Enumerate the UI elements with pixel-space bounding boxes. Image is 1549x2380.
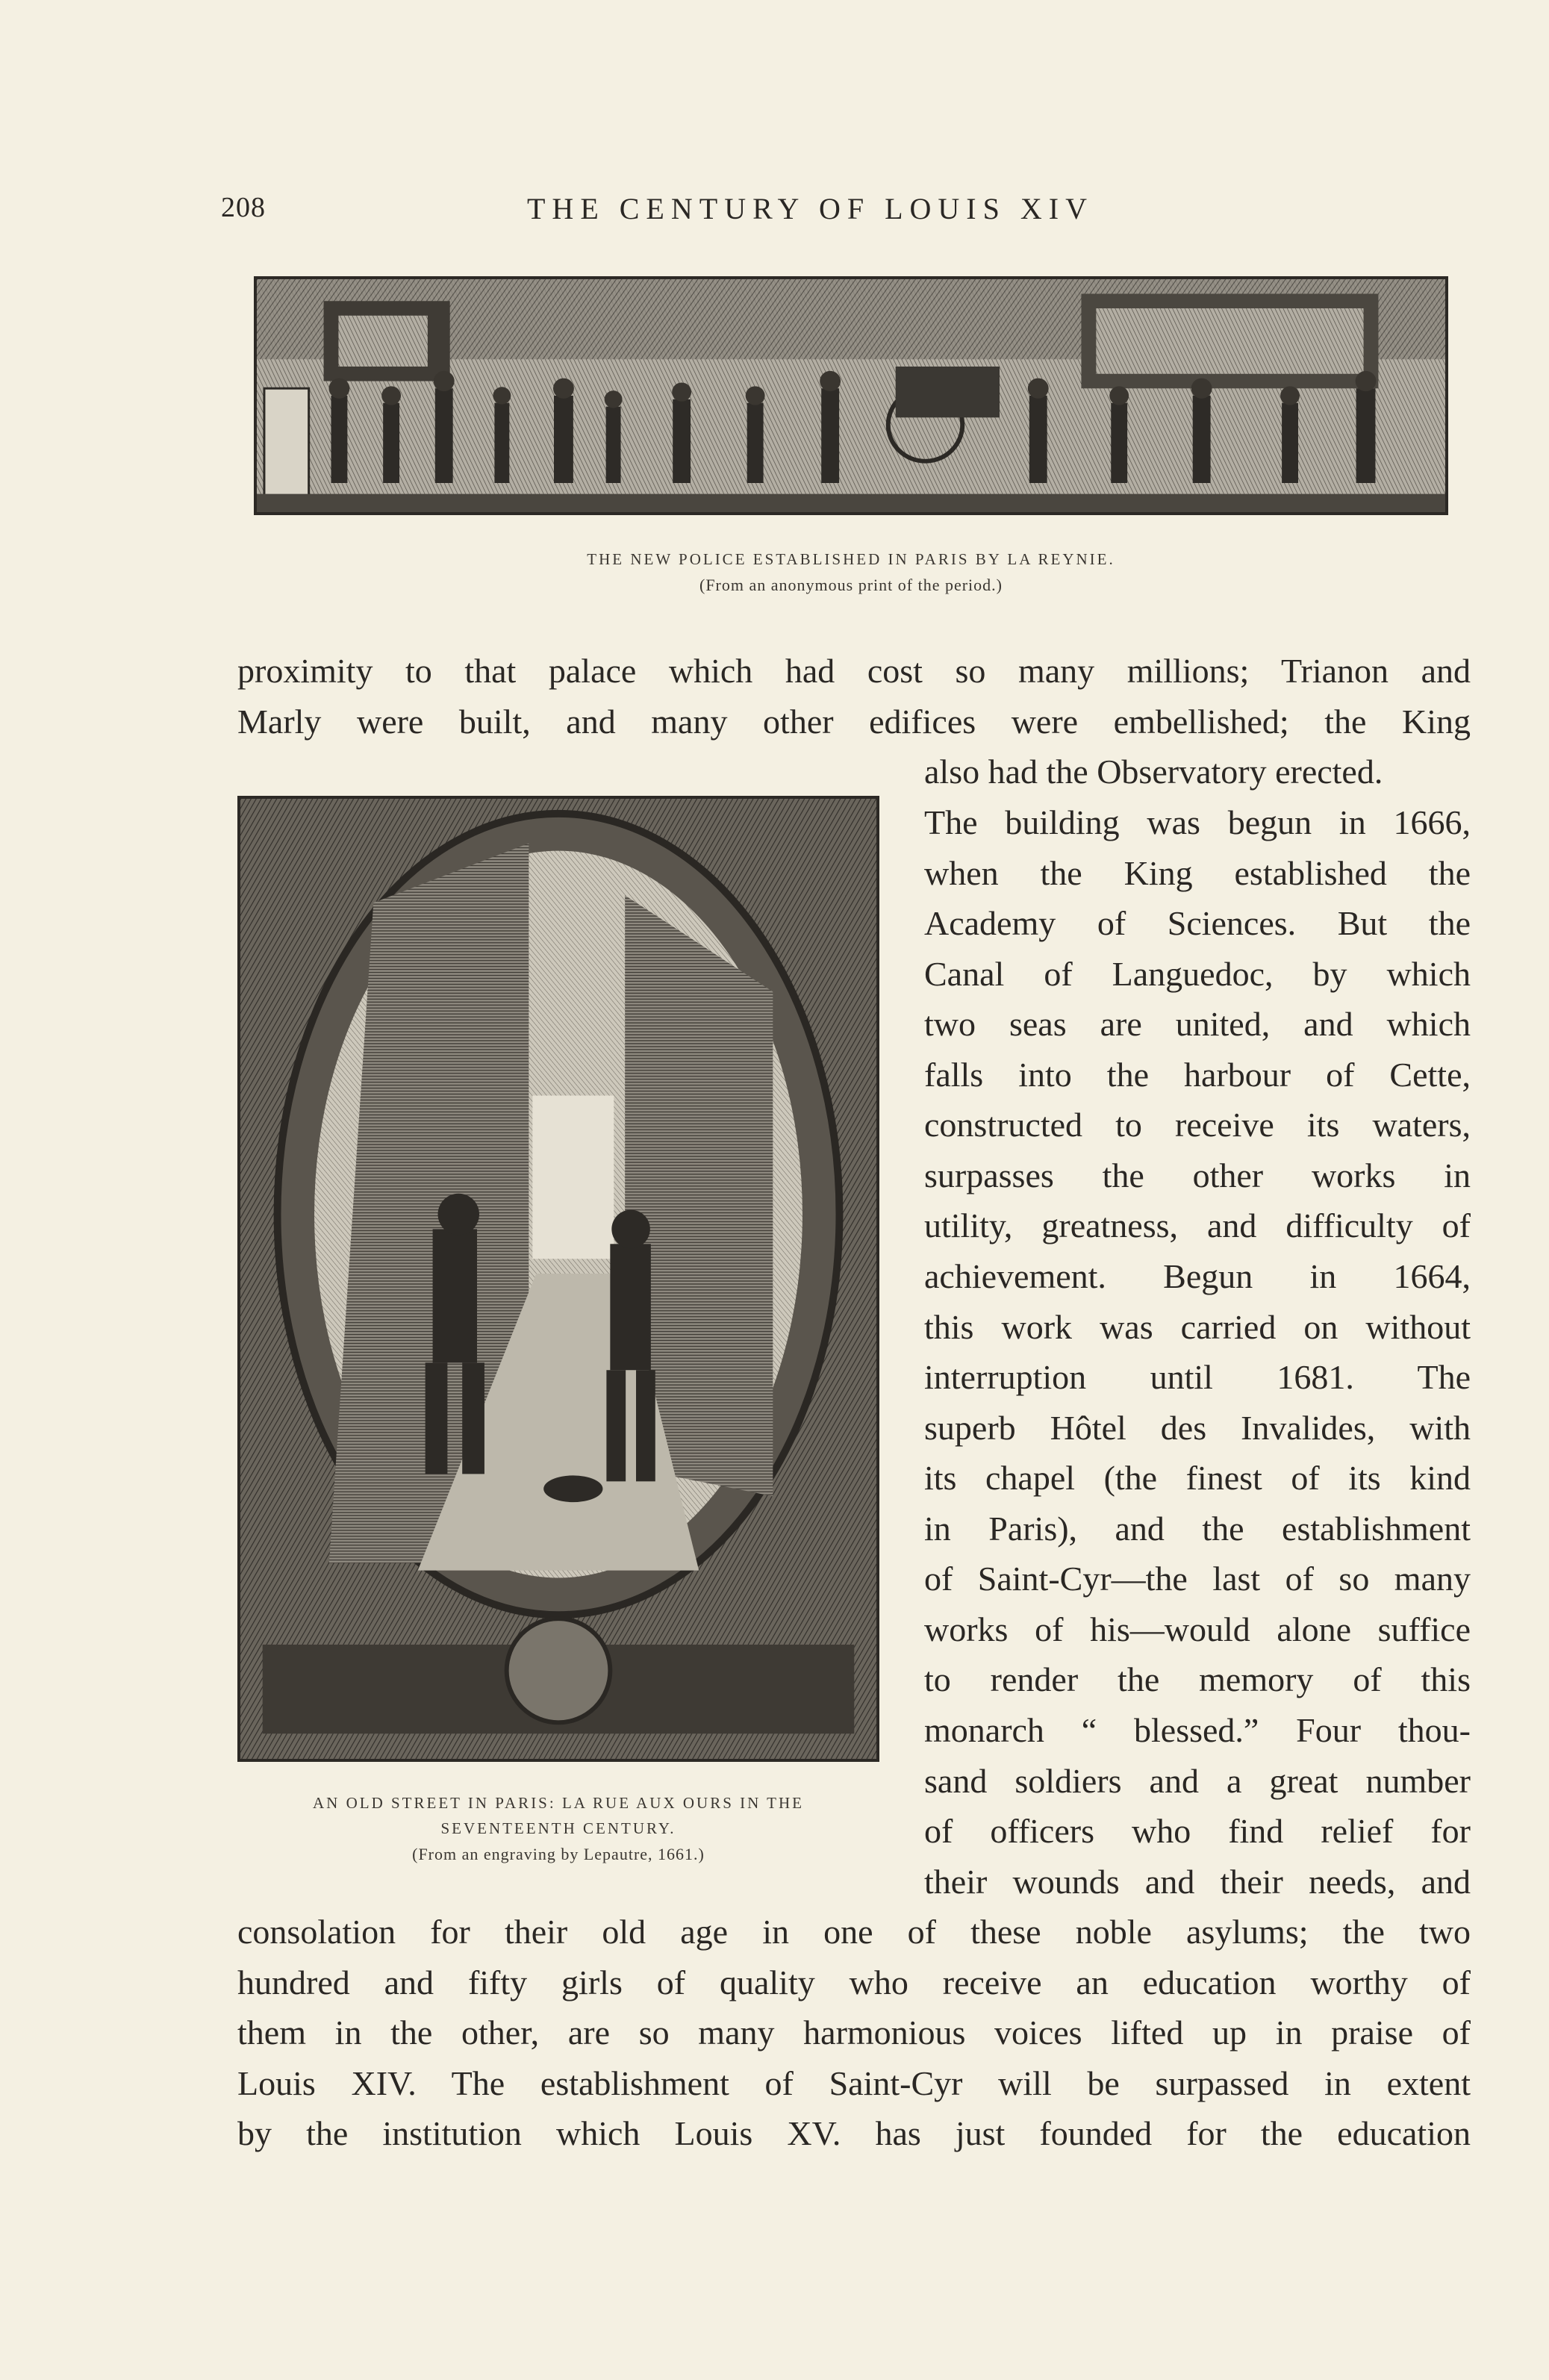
body-text-line: falls into the harbour of Cette, — [924, 1056, 1471, 1094]
body-text-line: Academy of Sciences. But the — [924, 904, 1471, 942]
body-text-line: its chapel (the finest of its kind — [924, 1459, 1471, 1497]
figure-caption-police — [478, 546, 1224, 599]
body-text-line: their wounds and their needs, and — [924, 1863, 1471, 1901]
body-text-line: achievement. Begun in 1664, — [924, 1257, 1471, 1295]
caption-title: THE NEW POLICE ESTABLISHED IN PARIS BY LA REYNIE. — [587, 550, 1115, 568]
caption-title-line1: AN OLD STREET IN PARIS: LA RUE AUX OURS IN THE — [313, 1794, 804, 1812]
caption-source: (From an anonymous print of the period.) — [699, 576, 1003, 594]
figure-caption-rue-aux-ours — [237, 1790, 879, 1868]
running-header — [221, 191, 1490, 228]
body-text-line: superb Hôtel des Invalides, with — [924, 1409, 1471, 1447]
body-text-line: sand soldiers and a great number — [924, 1762, 1471, 1800]
police-engraving-illustration — [257, 279, 1445, 512]
body-text-line: two seas are united, and which — [924, 1005, 1471, 1043]
caption-source: (From an engraving by Lepautre, 1661.) — [412, 1845, 705, 1863]
body-text-line: works of his—would alone suffice — [924, 1610, 1471, 1648]
body-text-line: of officers who find relief for — [924, 1812, 1471, 1850]
body-text-line: also had the Observatory erected. — [924, 753, 1383, 791]
rue-aux-ours-engraving-illustration — [240, 799, 876, 1759]
body-text-line: proximity to that palace which had cost so many millions; Trianon and — [237, 652, 1471, 690]
body-text-line: in Paris), and the establishment — [924, 1510, 1471, 1548]
body-text-line: by the institution which Louis XV. has just founded for the education — [237, 2114, 1471, 2152]
body-text-line: this work was carried on without — [924, 1308, 1471, 1346]
running-title: THE CENTURY OF LOUIS XIV — [527, 192, 1094, 225]
body-text-line: utility, greatness, and difficulty of — [924, 1206, 1471, 1244]
body-text-line: when the King established the — [924, 854, 1471, 892]
police-engraving-image — [254, 276, 1448, 515]
body-text-line: them in the other, are so many harmonious voices lifted up in praise of — [237, 2013, 1471, 2052]
page-number: 208 — [221, 192, 266, 223]
rue-aux-ours-engraving-image — [237, 796, 879, 1762]
body-text-line: interruption until 1681. The — [924, 1358, 1471, 1396]
body-text-line: Marly were built, and many other edifices were embellished; the King — [237, 703, 1471, 741]
caption-title-line2: SEVENTEENTH CENTURY. — [440, 1819, 676, 1837]
body-text-line: to render the memory of this — [924, 1660, 1471, 1698]
body-text-line: constructed to receive its waters, — [924, 1106, 1471, 1144]
body-text-line: consolation for their old age in one of these noble asylums; the two — [237, 1913, 1471, 1951]
body-text-line: Canal of Languedoc, by which — [924, 955, 1471, 993]
body-text-line: The building was begun in 1666, — [924, 803, 1471, 841]
body-text-line: of Saint-Cyr—the last of so many — [924, 1560, 1471, 1598]
body-text-line: hundred and fifty girls of quality who receive an education worthy of — [237, 1963, 1471, 2001]
body-text-line: Louis XIV. The establishment of Saint-Cyr will be surpassed in extent — [237, 2064, 1471, 2102]
body-text-line: monarch “ blessed.” Four thou- — [924, 1711, 1471, 1749]
body-text-line: surpasses the other works in — [924, 1156, 1471, 1194]
